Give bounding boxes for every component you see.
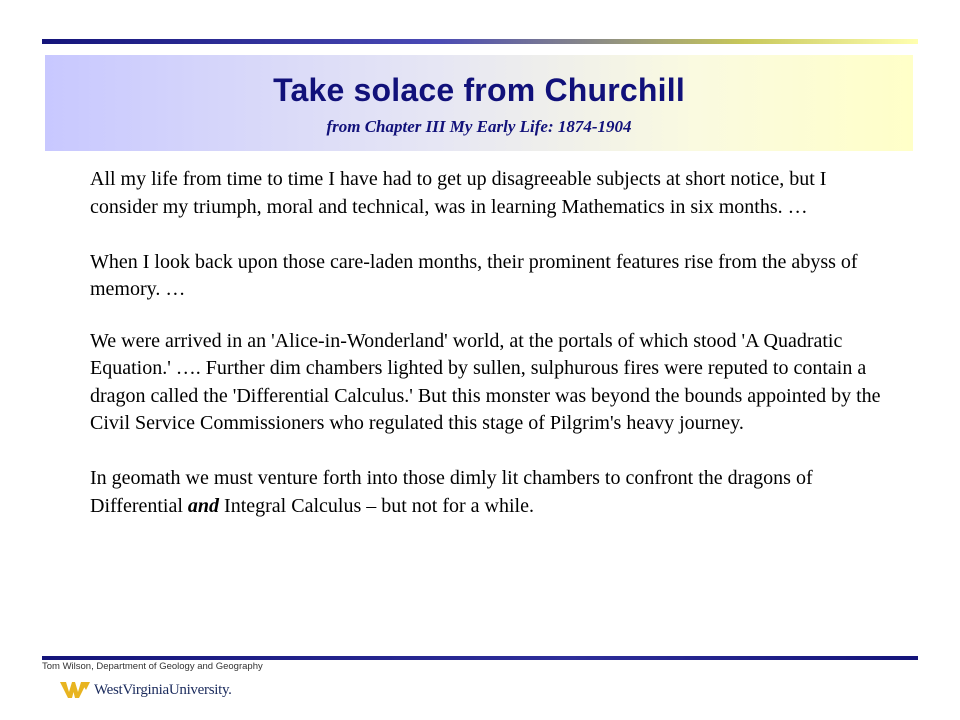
paragraph-3: We were arrived in an 'Alice-in-Wonderland' world, at the portals of which stood 'A Quadratic Equation.' …. Further dim chambers lighted by sullen, sulphurous fires were reputed to contain a dragon called the 'Differential Calculus.' But this monster was beyond the bounds appointed by the Civil Service Commissioners who regulated this stage of Pilgrim's heavy journey. bbox=[90, 329, 881, 434]
wvu-wordmark: WestVirginiaUniversity. bbox=[94, 681, 232, 698]
paragraph-4-end: Integral Calculus – but not for a while. bbox=[219, 494, 534, 517]
body-text bbox=[90, 166, 890, 520]
slide-title: Take solace from Churchill bbox=[273, 72, 685, 108]
slide-subtitle: from Chapter III My Early Life: 1874-1904 bbox=[326, 117, 632, 136]
top-divider bbox=[42, 39, 918, 44]
title-banner bbox=[45, 55, 913, 151]
emphasis-and: and bbox=[187, 494, 220, 517]
bottom-divider bbox=[42, 656, 918, 660]
wvu-flying-wv-icon bbox=[60, 680, 90, 700]
paragraph-4-start: In geomath we must venture forth into those dimly lit chambers to confront the dragons of Differential bbox=[90, 467, 813, 517]
footer-credit: Tom Wilson, Department of Geology and Geography bbox=[42, 661, 263, 672]
paragraph-1: All my life from time to time I have had to get up disagreeable subjects at short notice, but I consider my triumph, moral and technical, was in learning Mathematics in six months. … bbox=[90, 168, 827, 218]
paragraph-2: When I look back upon those care-laden months, their prominent features rise from the abyss of memory. … bbox=[90, 250, 858, 300]
wvu-logo bbox=[60, 678, 232, 702]
paragraph-4 bbox=[90, 465, 890, 520]
